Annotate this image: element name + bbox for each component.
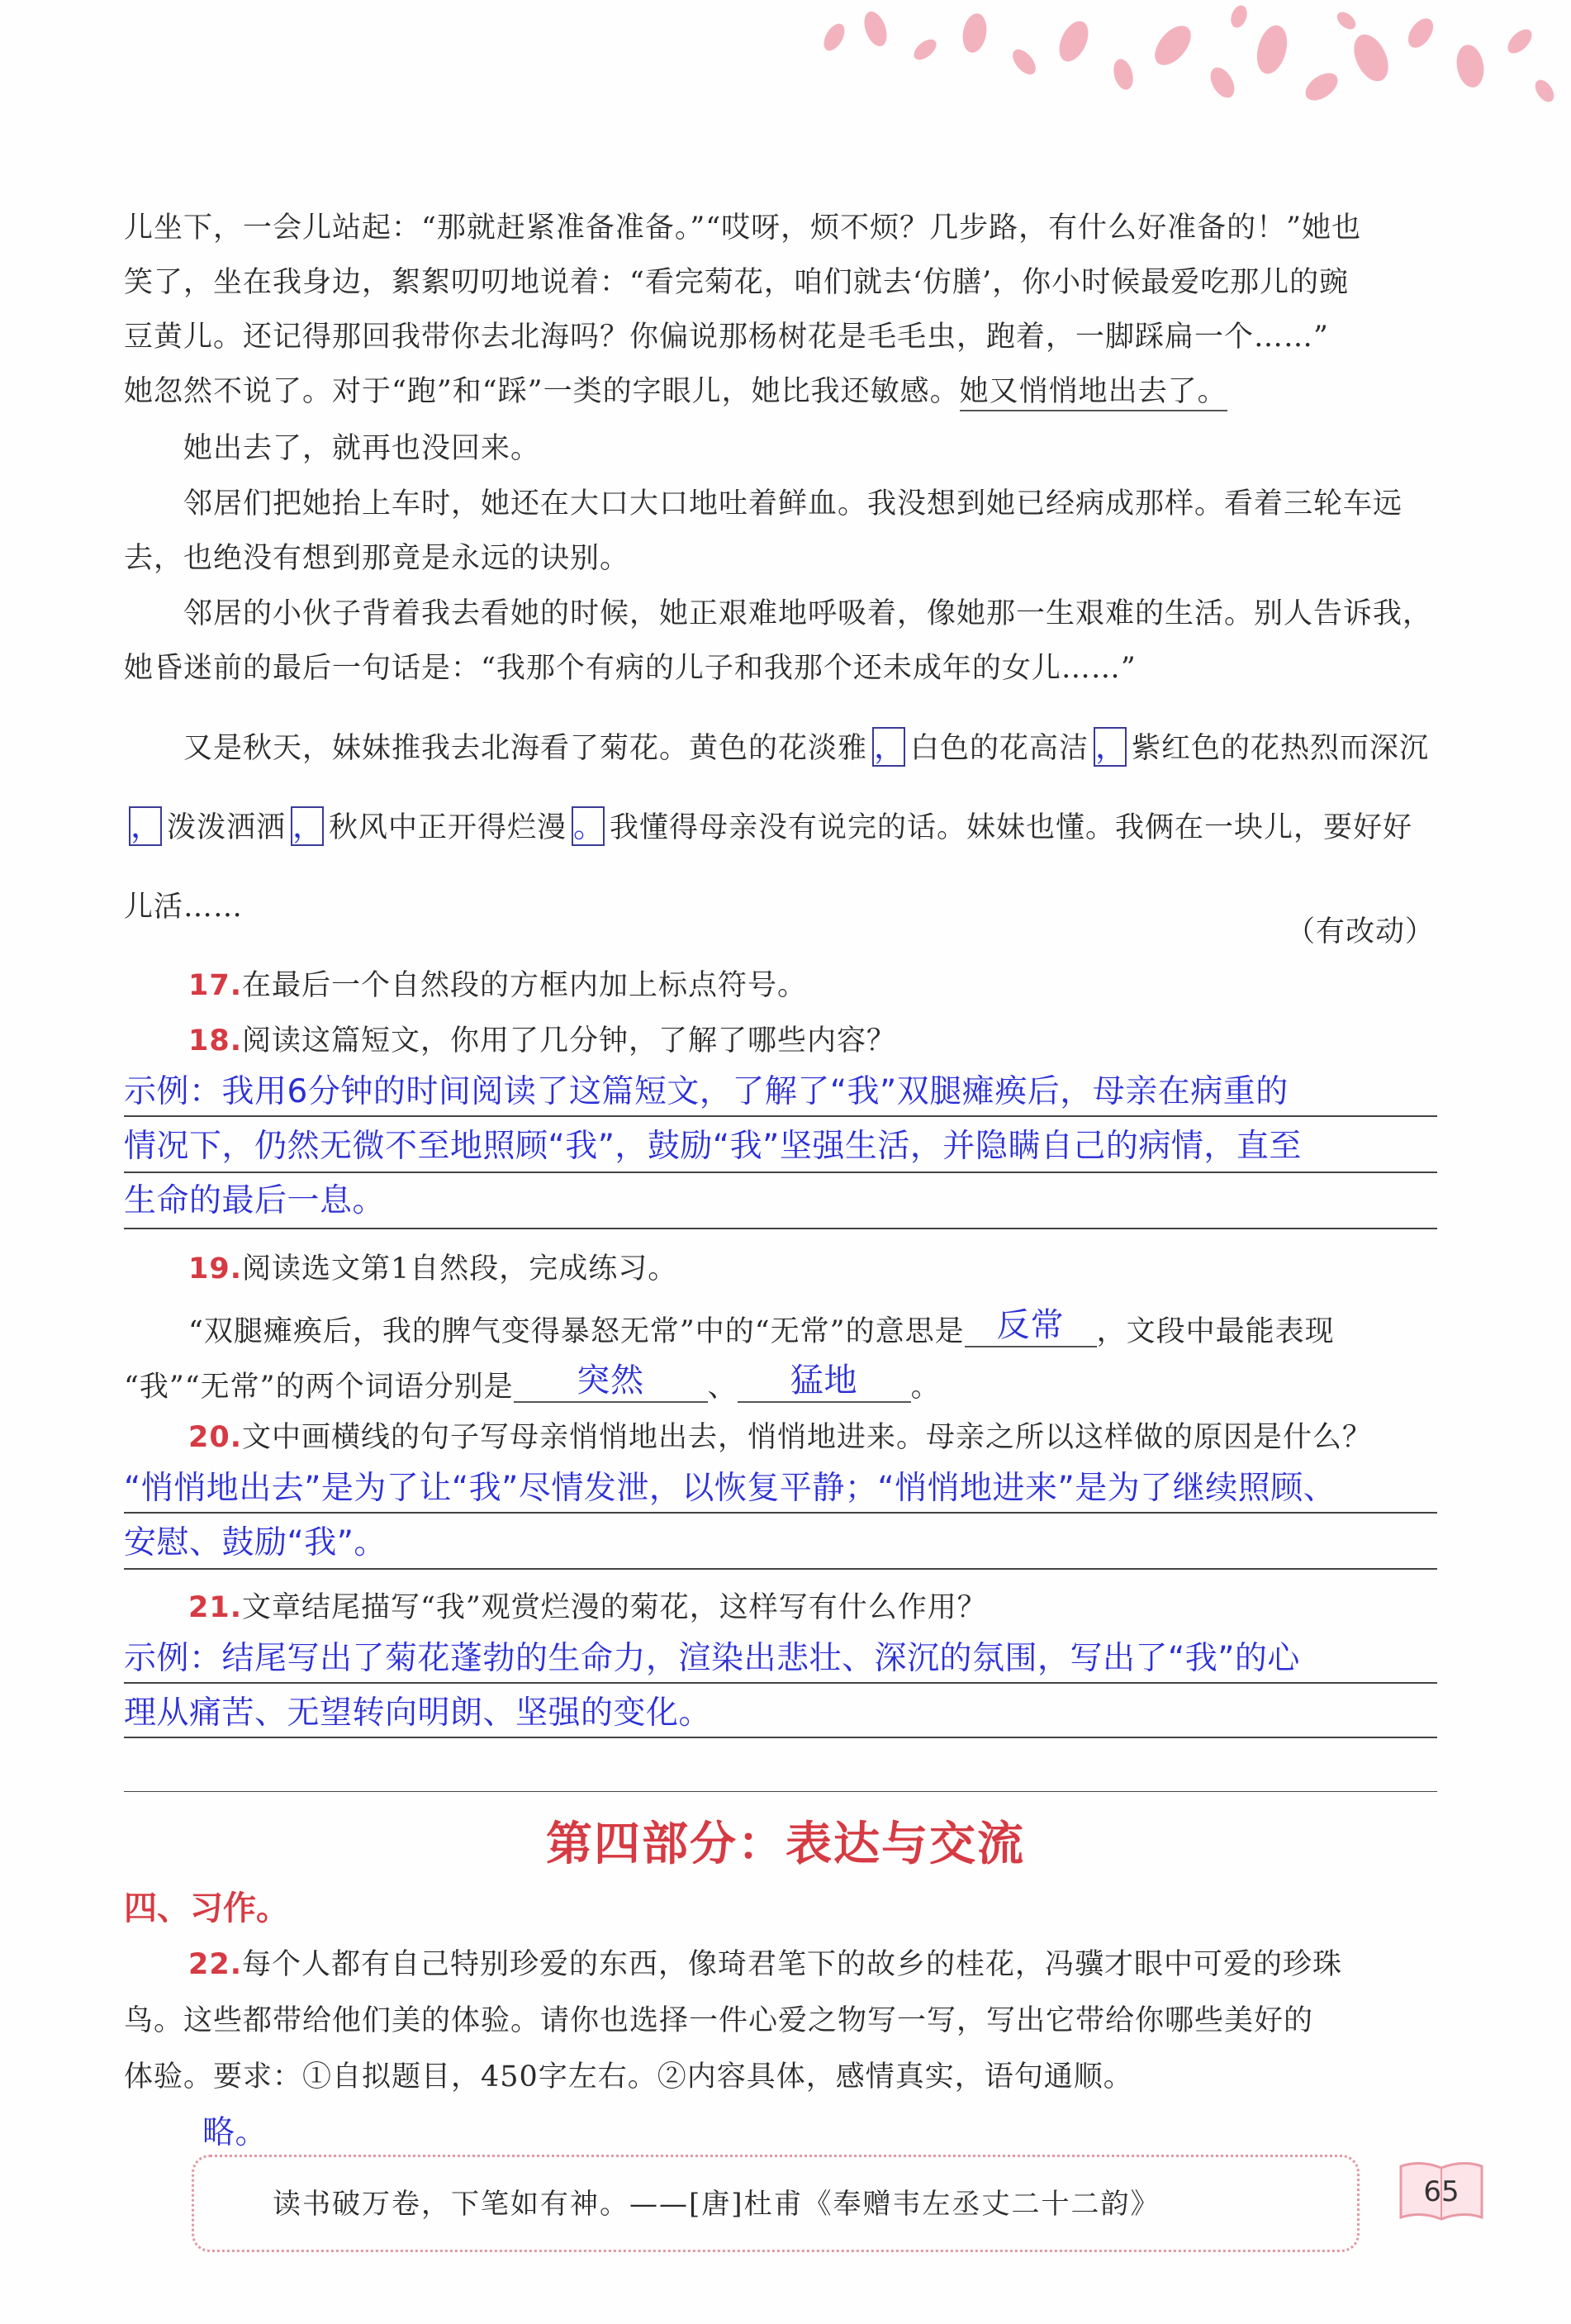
passage-paragraph-2: 她出去了，就再也没回来。 — [183, 432, 541, 465]
punctuation-box-1[interactable]: ， — [874, 728, 907, 765]
question-22-line-1 — [188, 1941, 1497, 1983]
question-20-number: 20. — [188, 1421, 243, 1454]
question-17-text: 在最后一个自然段的方框内加上标点符号。 — [242, 969, 808, 1002]
q18-answer-line-1[interactable]: 示例：我用6分钟的时间阅读了这篇短文，了解了“我”双腿瘫痪后，母亲在病重的 — [124, 1073, 1289, 1110]
question-19-number: 19. — [188, 1252, 243, 1286]
question-18-text: 阅读这篇短文，你用了几分钟，了解了哪些内容？ — [242, 1024, 897, 1057]
passage-line-2: 笑了，坐在我身边，絮絮叨叨地说着：“看完菊花，咱们就去‘仿膳’，你小时候最爱吃那儿的豌 — [124, 266, 1350, 299]
q20-answer-line-2[interactable]: 安慰、鼓励“我”。 — [124, 1524, 387, 1561]
question-17-number: 17. — [188, 969, 243, 1002]
source-note: （有改动） — [1285, 915, 1435, 948]
question-19-line-2 — [124, 1359, 1433, 1408]
q19-blank-2[interactable]: 突然 — [514, 1354, 708, 1403]
question-19-line-1 — [188, 1304, 1497, 1352]
question-21-number: 21. — [188, 1591, 243, 1624]
question-21 — [188, 1585, 1497, 1626]
question-18 — [188, 1018, 1497, 1059]
question-17 — [188, 962, 1497, 1004]
passage-line-3: 豆黄儿。还记得那回我带你去北海吗？你偏说那杨树花是毛毛虫，跑着，一脚踩扁一个……” — [124, 321, 1329, 354]
punctuation-box-4[interactable]: ， — [292, 807, 325, 844]
question-20 — [188, 1414, 1497, 1456]
question-22-line-3: 体验。要求：①自拟题目，450字左右。②内容具体，感情真实，语句通顺。 — [124, 2060, 1133, 2094]
passage-line-4 — [124, 368, 1433, 410]
question-22-line-2: 鸟。这些都带给他们美的体验。请你也选择一件心爱之物写一写，写出它带给你哪些美好的 — [124, 2004, 1314, 2037]
passage-paragraph-4: 邻居的小伙子背着我去看她的时候，她正艰难地呼吸着，像她那一生艰难的生活。别人告诉我，她昏迷前的最后一句话是：“我那个有病的儿子和我那个还未成年的女儿……” — [124, 597, 1433, 685]
q19-text-a: “双腿瘫痪后，我的脾气变得暴怒无常”中的“无常”的意思是 — [188, 1315, 965, 1348]
punctuation-box-2[interactable]: ， — [1095, 728, 1128, 765]
answer-rule — [124, 1682, 1437, 1684]
p5-seg3: 紫红色的花热烈而深沉 — [1132, 732, 1430, 765]
p5-seg6: 我懂得母亲没有说完的话。妹妹也懂。我俩在一块儿，要好好儿活…… — [124, 811, 1413, 924]
p5-seg1: 又是秋天，妹妹推我去北海看了菊花。黄色的花淡雅 — [183, 732, 868, 765]
q19-text-b: ，文段中最能表现 — [1096, 1315, 1335, 1348]
question-21-text: 文章结尾描写“我”观赏烂漫的菊花，这样写有什么作用？ — [242, 1591, 987, 1624]
punctuation-box-5[interactable]: 。 — [573, 807, 606, 844]
q21-answer-line-1[interactable]: 示例：结尾写出了菊花蓬勃的生命力，渲染出悲壮、深沉的氛围，写出了“我”的心 — [124, 1640, 1300, 1677]
passage-line-4-text: 她忽然不说了。对于“跑”和“踩”一类的字眼儿，她比我还敏感。 — [124, 375, 960, 408]
question-20-text: 文中画横线的句子写母亲悄悄地出去，悄悄地进来。母亲之所以这样做的原因是什么？ — [242, 1421, 1373, 1454]
q21-answer-line-2[interactable]: 理从痛苦、无望转向明朗、坚强的变化。 — [124, 1694, 712, 1732]
p5-seg5: 秋风中正开得烂漫 — [329, 811, 567, 844]
page-number: 65 — [1423, 2175, 1459, 2208]
q19-blank-3[interactable]: 猛地 — [738, 1354, 911, 1403]
writing-heading: 四、习作。 — [124, 1889, 289, 1927]
passage-line-1: 儿坐下，一会儿站起：“那就赶紧准备准备。”“哎呀，烦不烦？几步路，有什么好准备的！”她也 — [124, 211, 1362, 245]
footer-quote: 读书破万卷，下笔如有神。——[唐]杜甫《奉赠韦左丞丈二十二韵》 — [273, 2188, 1160, 2221]
q18-answer-line-3[interactable]: 生命的最后一息。 — [124, 1182, 386, 1219]
answer-rule — [124, 1737, 1437, 1738]
q18-answer-line-2[interactable]: 情况下，仍然无微不至地照顾“我”，鼓励“我”坚强生活，并隐瞒自己的病情，直至 — [124, 1128, 1302, 1165]
question-19-text: 阅读选文第1自然段，完成练习。 — [242, 1252, 678, 1286]
answer-rule — [124, 1568, 1437, 1570]
question-18-number: 18. — [188, 1024, 243, 1057]
answer-rule — [124, 1115, 1437, 1117]
p5-seg2: 白色的花高洁 — [910, 732, 1089, 765]
p5-seg4: 泼泼洒洒 — [167, 811, 287, 844]
question-22-text-1: 每个人都有自己特别珍爱的东西，像琦君笔下的故乡的桂花，冯骥才眼中可爱的珍珠 — [242, 1948, 1343, 1981]
answer-rule — [124, 1228, 1437, 1229]
underlined-sentence: 她又悄悄地出去了。 — [960, 375, 1227, 411]
answer-rule — [124, 1512, 1437, 1514]
q19-separator: 、 — [707, 1371, 738, 1404]
decorative-petals-icon — [0, 0, 1571, 165]
passage-paragraph-5 — [124, 709, 1433, 947]
q20-answer-line-1[interactable]: “悄悄地出去”是为了让“我”尽情发泄，以恢复平静；“悄悄地进来”是为了继续照顾、 — [124, 1470, 1336, 1507]
question-22-number: 22. — [188, 1948, 243, 1981]
q19-text-c: “我”“无常”的两个词语分别是 — [124, 1371, 514, 1404]
section-title: 第四部分：表达与交流 — [546, 1817, 1025, 1871]
punctuation-box-3[interactable]: ， — [131, 807, 164, 844]
question-19 — [188, 1246, 1497, 1287]
section-divider — [124, 1791, 1437, 1792]
passage-paragraph-3: 邻居们把她抬上车时，她还在大口大口地吐着鲜血。我没想到她已经病成那样。看着三轮车远去，也绝没有想到那竟是永远的诀别。 — [124, 487, 1403, 575]
q19-blank-1[interactable]: 反常 — [965, 1299, 1097, 1347]
q22-answer[interactable]: 略。 — [202, 2114, 268, 2151]
q19-end-mark: 。 — [910, 1371, 941, 1404]
